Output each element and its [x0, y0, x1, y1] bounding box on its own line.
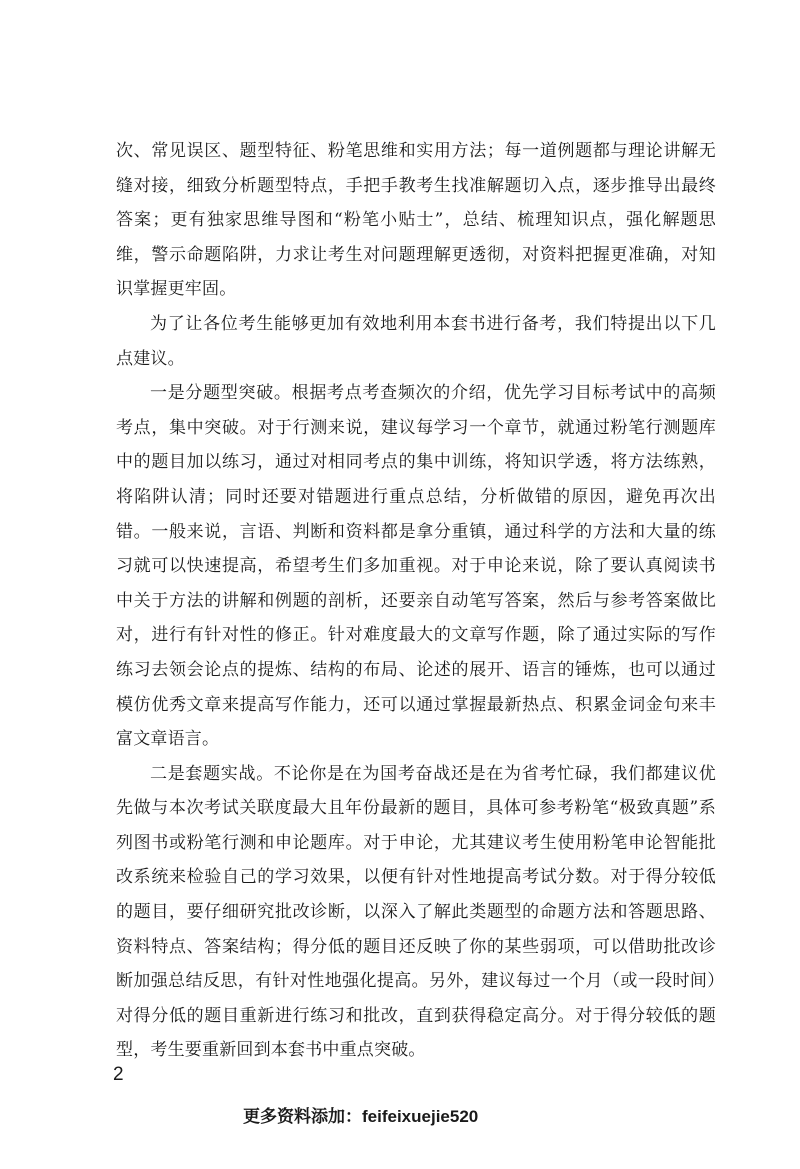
footer-handle: feifeixuejie520	[362, 1107, 479, 1126]
paragraph-suggestion-one: 一是分题型突破。根据考点考查频次的介绍，优先学习目标考试中的高频考点，集中突破。对于行测来说，建议每学习一个章节，就通过粉笔行测题库中的题目加以练习，通过对相同考点的集中训练，将知识学透，将方法练熟，将陷阱认清；同时还要对错题进行重点总结，分析做错的原因，避免再次出错。一般来说，言语、判断和资料都是拿分重镇，通过科学的方法和大量的练习就可以快速提高，希望考生们多加重视。对于申论来说，除了要认真阅读书中关于方法的讲解和例题的剖析，还要亲自动笔写答案，然后与参考答案做比对，进行有针对性的修正。针对难度最大的文章写作题，除了通过实际的写作练习去领会论点的提炼、结构的布局、论述的展开、语言的锤炼，也可以通过模仿优秀文章来提高写作能力，还可以通过掌握最新热点、积累金词金句来丰富文章语言。	[116, 383, 716, 750]
paragraph-intro-suggestions: 为了让各位考生能够更加有效地利用本套书进行备考，我们特提出以下几点建议。	[116, 313, 716, 369]
paragraph-continuation: 次、常见误区、题型特征、粉笔思维和实用方法；每一道例题都与理论讲解无缝对接，细致分析题型特点，手把手教考生找准解题切入点，逐步推导出最终答案；更有独家思维导图和“粉笔小贴士”，总结、梳理知识点，强化解题思维，警示命题陷阱，力求让考生对问题理解更透彻，对资料把握更准确，对知识掌握更牢固。	[116, 141, 716, 300]
body-text	[116, 134, 716, 1068]
page-number: 2	[113, 1064, 124, 1085]
footer-label: 更多资料添加：	[243, 1107, 362, 1127]
paragraph-suggestion-two: 二是套题实战。不论你是在为国考奋战还是在为省考忙碌，我们都建议优先做与本次考试关联度最大且年份最新的题目，具体可参考粉笔“极致真题”系列图书或粉笔行测和申论题库。对于申论，尤其建议考生使用粉笔申论智能批改系统来检验自己的学习效果，以便有针对性地提高考试分数。对于得分较低的题目，要仔细研究批改诊断，以深入了解此类题型的命题方法和答题思路、资料特点、答案结构；得分低的题目还反映了你的某些弱项，可以借助批改诊断加强总结反思，有针对性地强化提高。另外，建议每过一个月（或一段时间）对得分低的题目重新进行练习和批改，直到获得稳定高分。对于得分较低的题型，考生要重新回到本套书中重点突破。	[116, 763, 716, 1061]
footer-note	[243, 1102, 478, 1127]
